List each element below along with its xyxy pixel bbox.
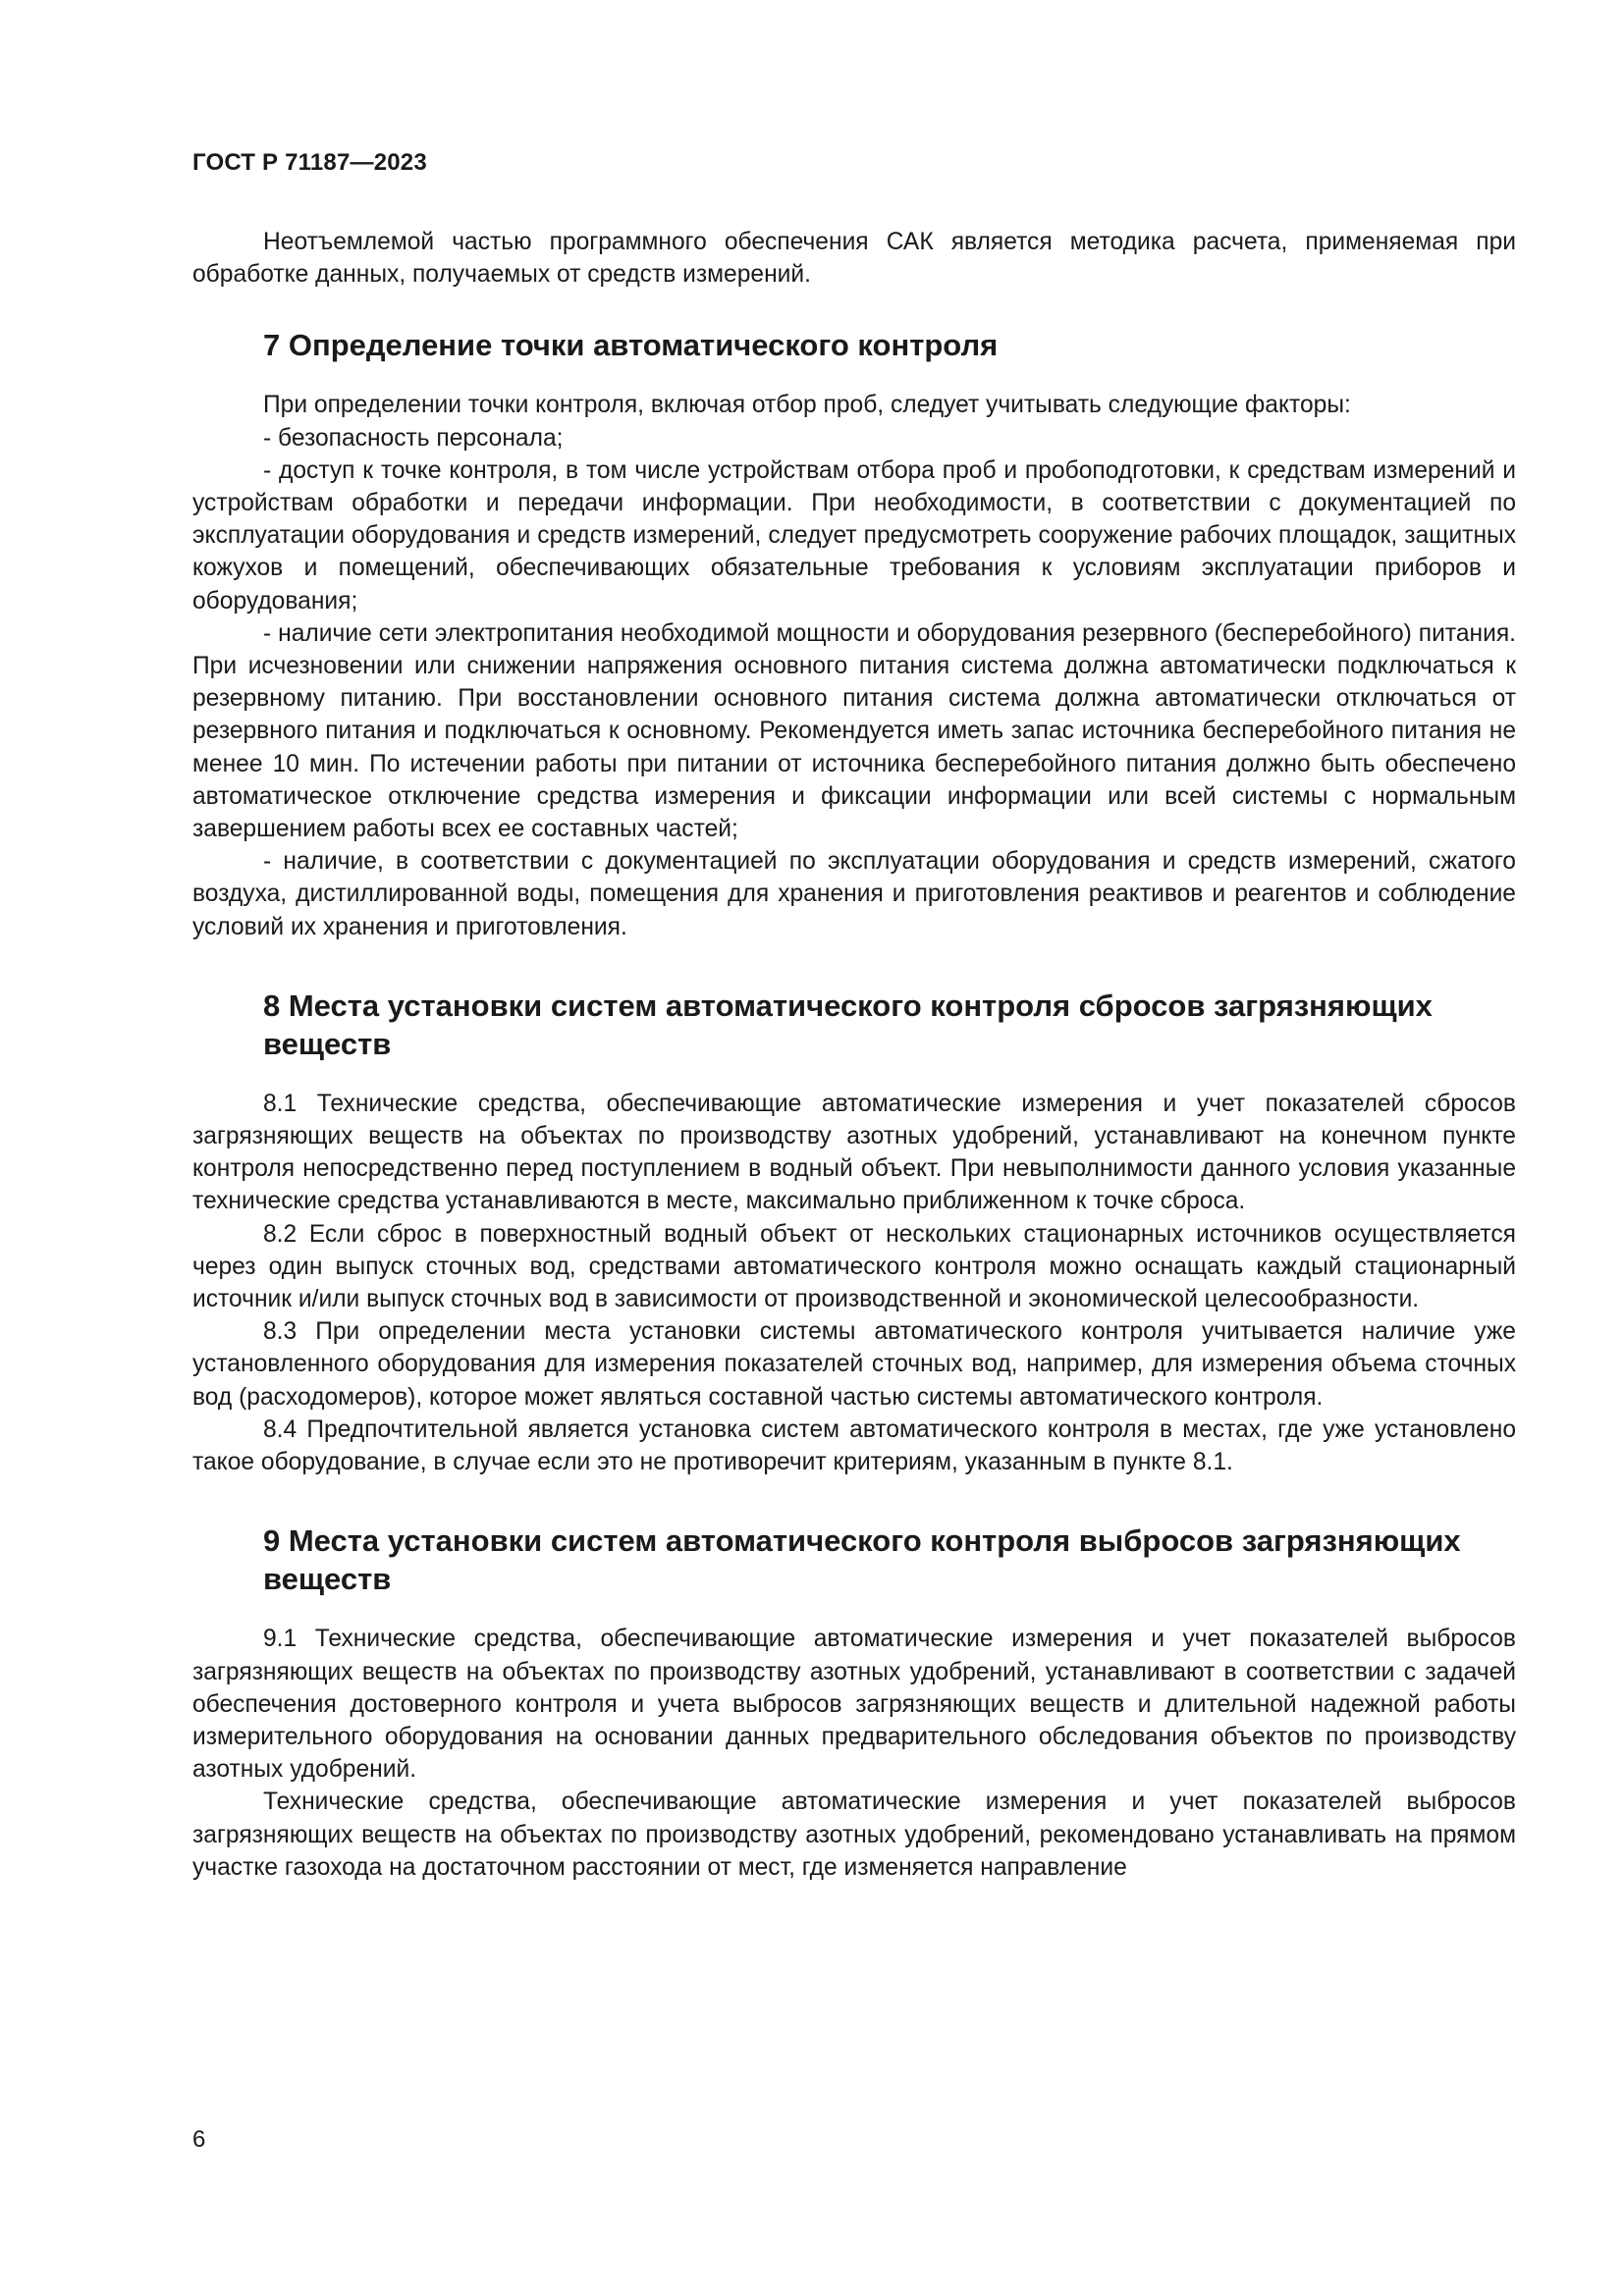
section-9-heading: 9 Места установки систем автоматического контроля выбросов загрязняющих веществ [263,1523,1461,1597]
document-body [192,226,1516,1884]
page-number: 6 [192,2126,206,2153]
section-7-heading: 7 Определение точки автоматического контроля [263,328,999,363]
section-7-item: - наличие, в соответствии с документацией по эксплуатации оборудования и средств измерений, сжатого воздуха, дистиллированной воды, помещения для хранения и приготовления реактивов и реагентов и соблюдение условий их хранения и приготовления. [192,848,1516,940]
section-8-heading: 8 Места установки систем автоматического контроля сбросов загрязняющих веществ [263,988,1433,1061]
section-7-lead: При определении точки контроля, включая отбор проб, следует учитывать следующие факторы: [263,392,1351,419]
clause-8-3: 8.3 При определении места установки системы автоматического контроля учитывается наличие уже установленного оборудования для измерения показателей сточных вод, например, для измерения объема сточных вод (расходомеров), которое может являться составной частью системы автоматического контроля. [192,1318,1516,1411]
document-code-header: ГОСТ Р 71187—2023 [192,149,427,176]
section-7-item: - безопасность персонала; [263,424,564,452]
section-7-item: - наличие сети электропитания необходимой мощности и оборудования резервного (бесперебойного) питания. При исчезновении или снижении напряжения основного питания система должна автоматически подключаться к резервному питанию. При восстановлении основного питания система должна автоматически отключаться от резервного питания и подключаться к основному. Рекомендуется иметь запас источника бесперебойного питания не менее 10 мин. По истечении работы при питании от источника бесперебойного питания должно быть обеспечено автоматическое отключение средства измерения и фиксации информации или всей системы с нормальным завершением работы всех ее составных частей; [192,619,1516,843]
clause-8-4: 8.4 Предпочтительной является установка систем автоматического контроля в местах, где уже установлено такое оборудование, в случае если это не противоречит критериям, указанным в пункте 8.1. [192,1415,1516,1476]
clause-9-1-continuation: Технические средства, обеспечивающие автоматические измерения и учет показателей выбросов загрязняющих веществ на объектах по производству азотных удобрений, рекомендовано устанавливать на прямом участке газохода на достаточном расстоянии от мест, где изменяется направление [192,1789,1516,1881]
clause-8-2: 8.2 Если сброс в поверхностный водный объект от нескольких стационарных источников осуществляется через один выпуск сточных вод, средствами автоматического контроля можно оснащать каждый стационарный источник и/или выпуск сточных вод в зависимости от производственной и экономической целесообразности. [192,1220,1516,1313]
clause-8-1: 8.1 Технические средства, обеспечивающие автоматические измерения и учет показателей сбросов загрязняющих веществ на объектах по производству азотных удобрений, устанавливают на конечном пункте контроля непосредственно перед поступлением в водный объект. При невыполнимости данного условия указанные технические средства устанавливаются в месте, максимально приближенном к точке сброса. [192,1090,1516,1215]
clause-9-1: 9.1 Технические средства, обеспечивающие автоматические измерения и учет показателей выбросов загрязняющих веществ на объектах по производству азотных удобрений, устанавливают в соответствии с задачей обеспечения достоверного контроля и учета выбросов загрязняющих веществ и длительной надежной работы измерительного оборудования на основании данных предварительного обследования объектов по производству азотных удобрений. [192,1626,1516,1784]
section-7-item: - доступ к точке контроля, в том числе устройствам отбора проб и пробоподготовки, к средствам измерений и устройствам обработки и передачи информации. При необходимости, в соответствии с документацией по эксплуатации оборудования и средств измерений, следует предусмотреть сооружение рабочих площадок, защитных кожухов и помещений, обеспечивающих обязательные требования к условиям эксплуатации приборов и оборудования; [192,456,1516,614]
intro-paragraph: Неотъемлемой частью программного обеспечения САК является методика расчета, применяемая при обработке данных, получаемых от средств измерений. [192,229,1516,289]
